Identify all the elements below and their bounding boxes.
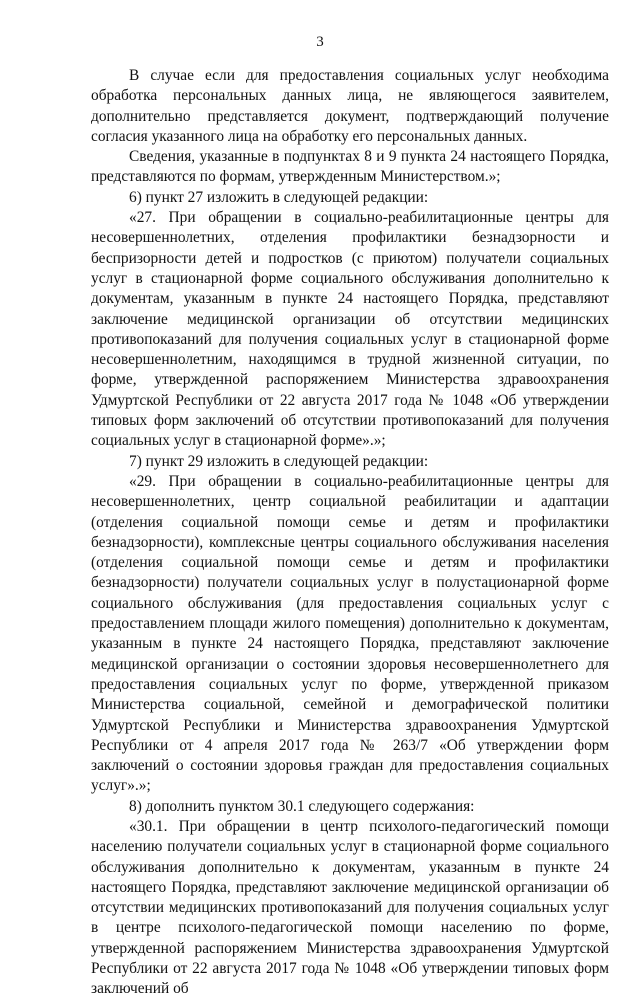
- paragraph-point-29: «29. При обращении в социально-реабилитационные центры для несовершеннолетних, центр социальной реабилитации и адаптации (отделения социальной помощи семье и детям и профилактики безнадзорности), комплексные центры социального обслуживания населения (отделения социальной помощи семье и детям и профилактики безнадзорности) получатели социальных услуг в полустационарной форме социального обслуживания (для предоставления социальных услуг с предоставлением площади жилого помещения) дополнительно к документам, указанным в пункте 24 настоящего Порядка, представляют заключение медицинской организации о состоянии здоровья несовершеннолетнего для предоставления социальных услуг по форме, утвержденной приказом Министерства социальной, семейной и демографической политики Удмуртской Республики и Министерства здравоохранения Удмуртской Республики от 4 апреля 2017 года № 263/7 «Об утверждении форм заключений о состоянии здоровья граждан для предоставления социальных услуг».»;: [91, 472, 609, 795]
- page-number: 3: [316, 34, 324, 50]
- document-body: [91, 66, 609, 1000]
- paragraph-point-30-1: «30.1. При обращении в центр психолого-педагогический помощи населению получатели социальных услуг в стационарной форме социального обслуживания дополнительно к документам, указанным в пункте 24 настоящего Порядка, представляют заключение медицинской организации об отсутствии медицинских противопоказаний для получения социальных услуг в центре психолого-педагогической помощи населению по форме, утвержденной распоряжением Министерства здравоохранения Удмуртской Республики от 22 августа 2017 года № 1048 «Об утверждении типовых форм заключений об: [91, 817, 609, 998]
- paragraph-consent-personal-data: В случае если для предоставления социальных услуг необходима обработка персональных данных лица, не являющегося заявителем, дополнительно представляется документ, подтверждающий получение согласия указанного лица на обработку его персональных данных.: [91, 67, 609, 145]
- paragraph-point-27: «27. При обращении в социально-реабилитационные центры для несовершеннолетних, отделения профилактики безнадзорности и беспризорности детей и подростков (с приютом) получатели социальных услуг в стационарной форме социального обслуживания дополнительно к документам, указанным в пункте 24 настоящего Порядка, представляют заключение медицинской организации об отсутствии медицинских противопоказаний для получения социальных услуг в стационарной форме несовершеннолетним, находящимся в трудной жизненной ситуации, по форме, утвержденной распоряжением Министерства здравоохранения Удмуртской Республики от 22 августа 2017 года № 1048 «Об утверждении типовых форм заключений об отсутствии противопоказаний для получения социальных услуг в стационарной форме».»;: [91, 209, 609, 450]
- paragraph-item-6-header: 6) пункт 27 изложить в следующей редакции:: [129, 188, 429, 206]
- paragraph-forms-info: Сведения, указанные в подпунктах 8 и 9 пункта 24 настоящего Порядка, представляются по формам, утвержденным Министерством.»;: [91, 148, 609, 186]
- paragraph-item-8-header: 8) дополнить пунктом 30.1 следующего содержания:: [129, 797, 475, 815]
- paragraph-item-7-header: 7) пункт 29 изложить в следующей редакции:: [129, 452, 429, 470]
